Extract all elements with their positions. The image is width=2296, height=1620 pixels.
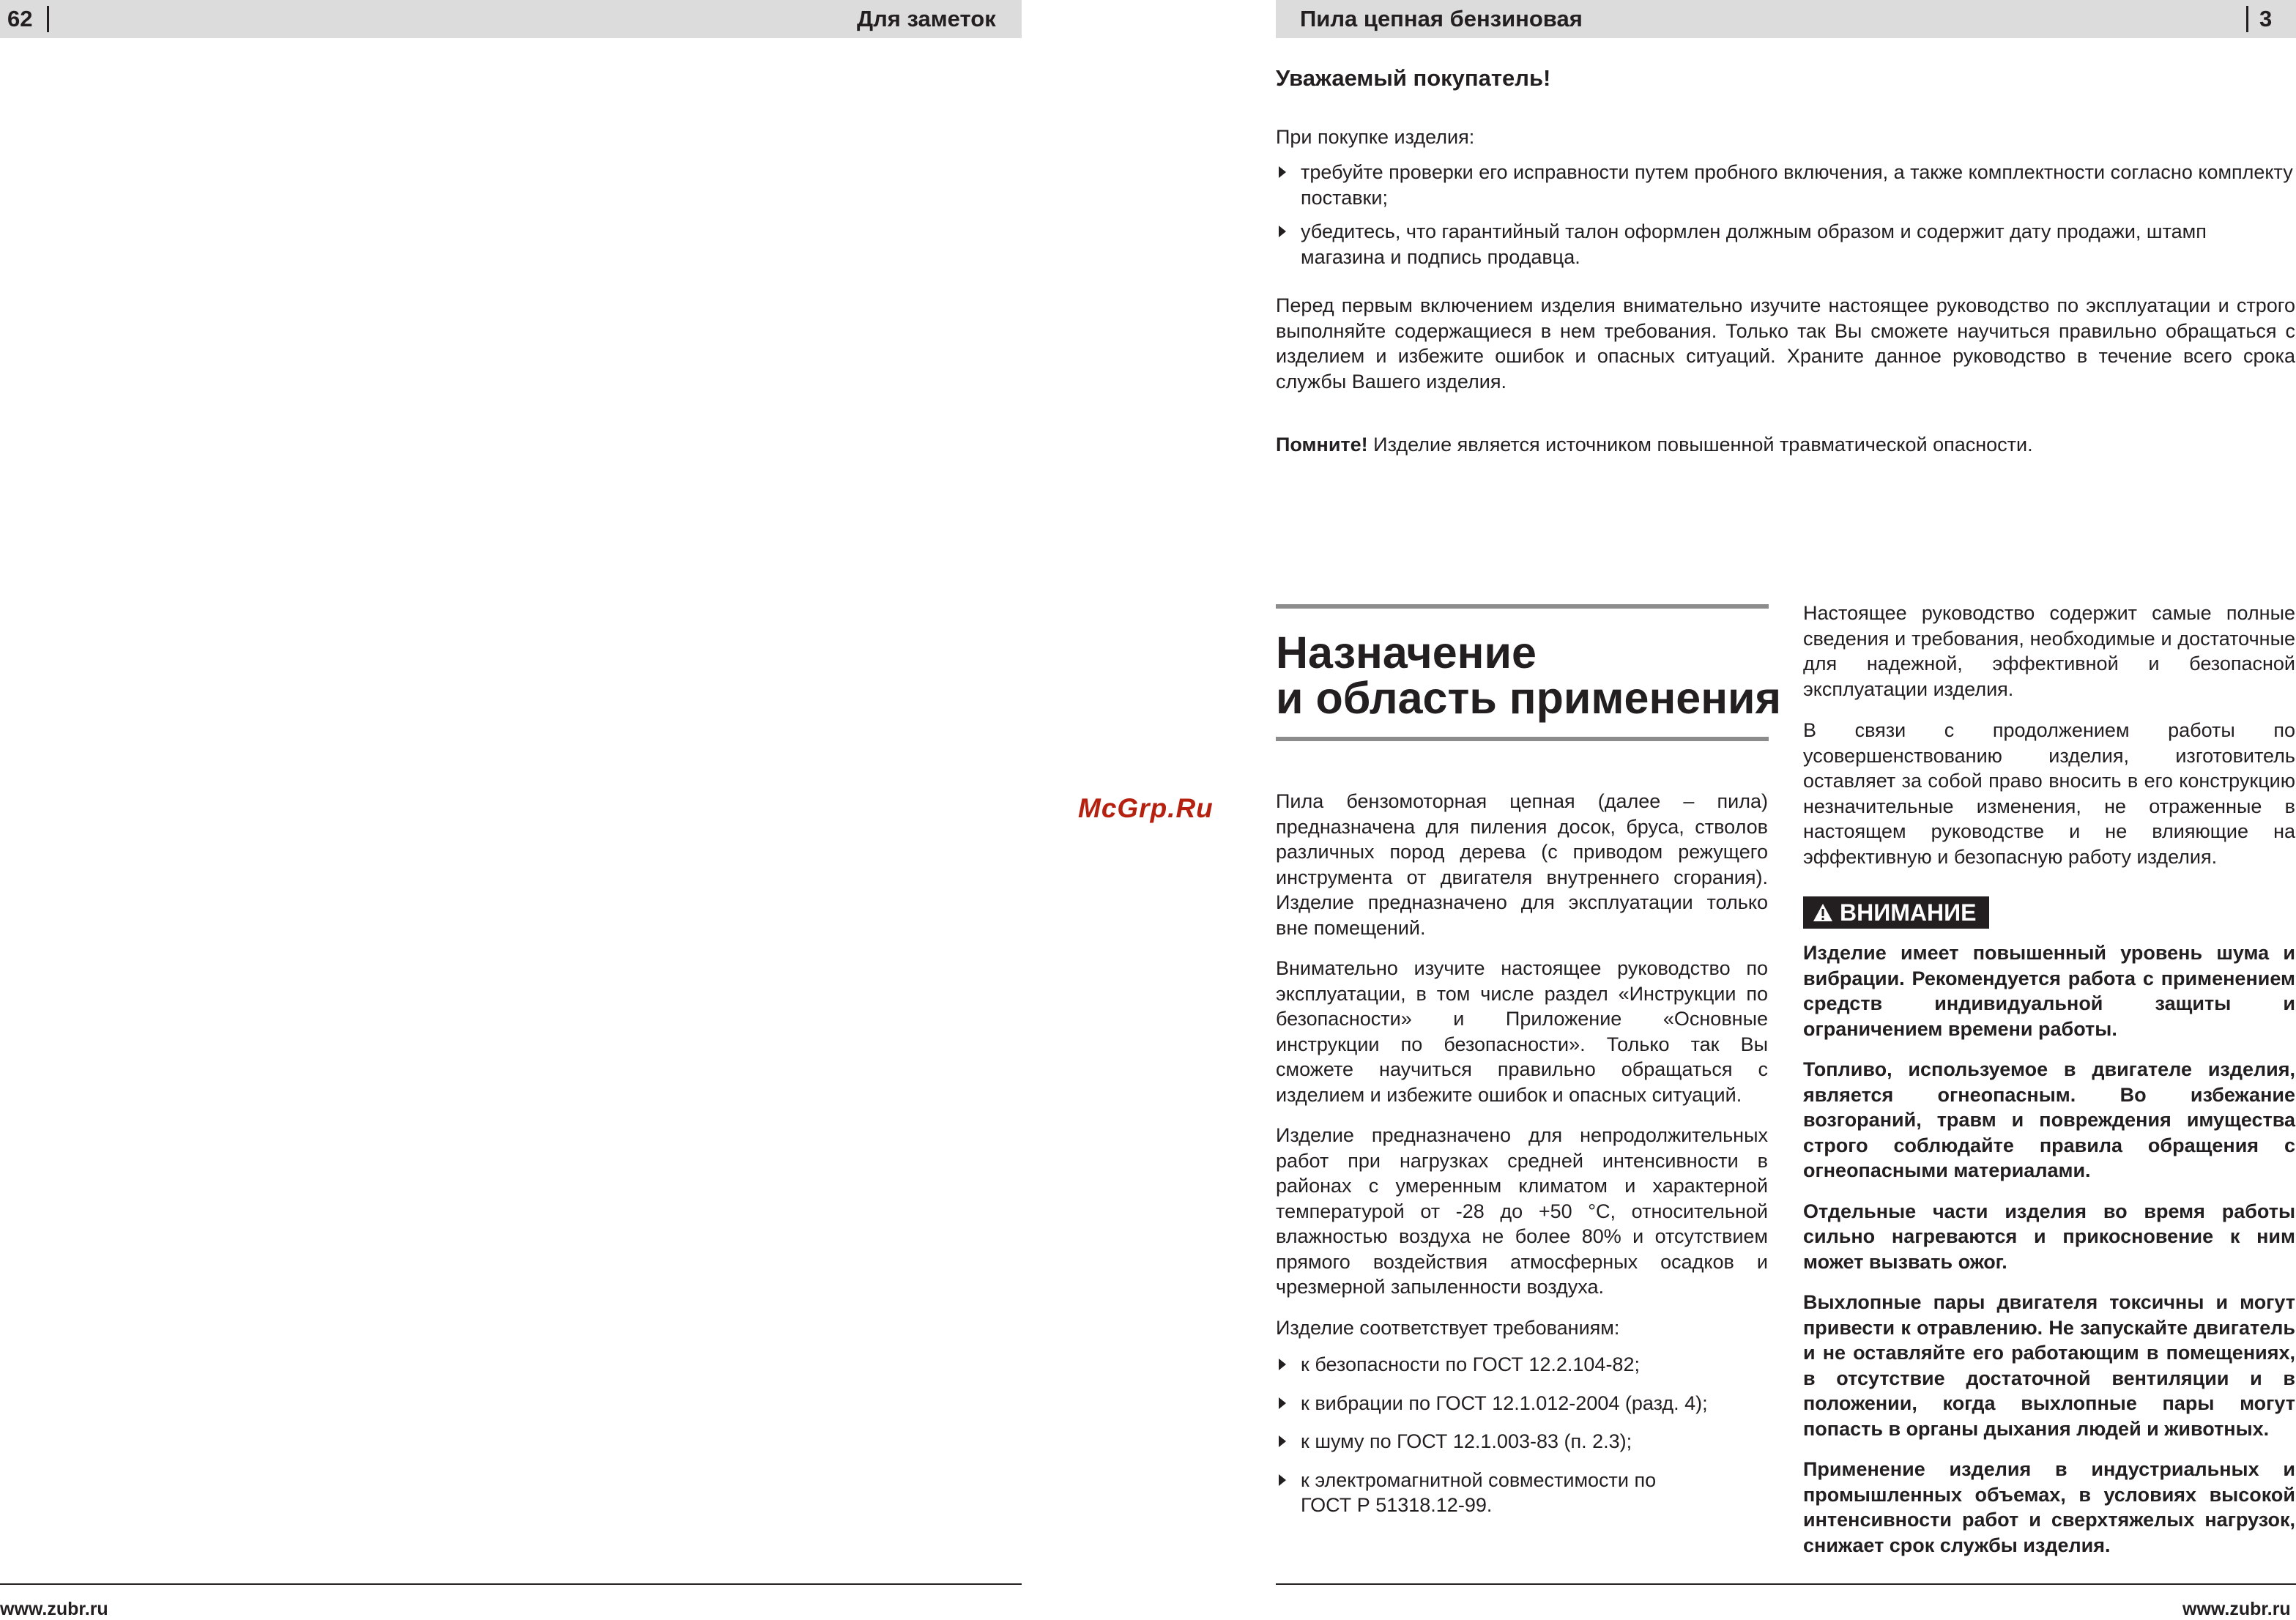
left-header-divider (47, 6, 49, 32)
remember-label: Помните! (1276, 434, 1368, 456)
bullet-triangle-icon (1279, 226, 1286, 237)
warnings-column (1803, 940, 2295, 1558)
warning-industrial-use: Применение изделия в индустриальных и промышленных объемах, в условиях высокой интенсивности работ и сверхтяжелых нагрузок, снижает срок службы изделия. (1803, 1458, 2295, 1556)
right-column (1803, 601, 2295, 869)
left-header-title: Для заметок (857, 6, 996, 31)
manufacturer-rights-paragraph: В связи с продолжением работы по усовершенствованию изделия, изготовитель оставляет за собой право вносить в его конструкцию незначительные изменения, не отраженные в настоящем руководстве и не влияющие на эффективную и безопасную работу изделия. (1803, 719, 2295, 868)
conditions-paragraph: Изделие предназначено для непродолжительных работ при нагрузках средней интенсивности в районах с умеренным климатом и характерной температурой от -28 до +50 °С, относительной влажностью воздуха не более 80% и отсутствием прямого воздействия атмосферных осадков и чрезмерной запыленности воздуха. (1276, 1124, 1768, 1298)
warning-label: ВНИМАНИЕ (1840, 899, 1977, 926)
purchase-bullet-list (1276, 160, 2295, 278)
left-footer-url[interactable]: www.zubr.ru (0, 1599, 108, 1619)
standard-text: к шуму по ГОСТ 12.1.003-83 (п. 2.3); (1301, 1430, 1632, 1452)
warning-badge (1803, 896, 1989, 929)
standard-text: к вибрации по ГОСТ 12.1.012-2004 (разд. 4); (1301, 1392, 1708, 1414)
left-page-number: 62 (7, 6, 33, 31)
bullet-triangle-icon (1279, 1359, 1286, 1370)
standards-lead: Изделие соответствует требованиям: (1276, 1316, 1620, 1339)
right-footer-rule (1276, 1583, 2296, 1585)
right-page-number: 3 (2259, 6, 2273, 31)
list-item (1276, 1391, 1768, 1416)
warning-fuel: Топливо, используемое в двигателе изделия, является огнеопасным. Во избежание возгораний, травм и повреждения имущества строго соблюдайте правила обращения с огнеопасными материалами. (1803, 1058, 2295, 1181)
left-footer-rule (0, 1583, 1022, 1585)
warning-triangle-icon (1812, 902, 1834, 923)
standards-list (1276, 1352, 1768, 1518)
warning-exhaust: Выхлопные пары двигателя токсичны и могут привести к отравлению. Не запускайте двигатель и не оставляйте его работающим в помещениях, в отсутствие достаточной вентиляции и в положении, когда выхлопные пары могут попасть в органы дыхания людей и животных. (1803, 1291, 2295, 1440)
purpose-paragraph: Пила бензомоторная цепная (далее – пила) предназначена для пиления досок, бруса, стволов различных пород дерева (с приводом режущего инструмента от двигателя внутреннего сгорания). Изделие предназначено для эксплуатации только вне помещений. (1276, 790, 1768, 939)
greeting: Уважаемый покупатель! (1276, 65, 1551, 91)
bullet-triangle-icon (1279, 1474, 1286, 1486)
remember-line (1276, 432, 2295, 458)
heading-top-rule (1276, 604, 1769, 609)
list-item (1276, 160, 2295, 210)
bullet-triangle-icon (1279, 1435, 1286, 1447)
purchase-lead: При покупке изделия: (1276, 126, 1475, 148)
manual-completeness-paragraph: Настоящее руководство содержит самые полные сведения и требования, необходимые и достаточные для надежной, эффективной и безопасной эксплуатации изделия. (1803, 602, 2295, 700)
right-footer-url[interactable]: www.zubr.ru (2182, 1599, 2291, 1619)
bullet-triangle-icon (1279, 1397, 1286, 1409)
list-item (1276, 219, 2295, 270)
right-header-divider (2246, 6, 2248, 32)
section-heading-line2: и область применения (1276, 673, 1782, 723)
section-heading-line1: Назначение (1276, 628, 1537, 677)
bullet-triangle-icon (1279, 166, 1286, 178)
section-heading (1276, 630, 1788, 721)
list-item (1276, 1468, 1711, 1518)
standard-text: к безопасности по ГОСТ 12.2.104-82; (1301, 1353, 1640, 1375)
list-item (1276, 1352, 1768, 1378)
warning-hot-parts: Отдельные части изделия во время работы сильно нагреваются и прикосновение к ним может вызвать ожог. (1803, 1200, 2295, 1273)
list-item (1276, 1429, 1768, 1454)
remember-text: Изделие является источником повышенной травматической опасности. (1373, 434, 2033, 456)
heading-bottom-rule (1276, 737, 1769, 741)
standard-text: к электромагнитной совместимости по ГОСТ Р 51318.12-99. (1301, 1468, 1657, 1516)
right-header-title: Пила цепная бензиновая (1300, 6, 1583, 31)
before-use-paragraph: Перед первым включением изделия внимательно изучите настоящее руководство по эксплуатации и строго выполняйте содержащиеся в нем требования. Только так Вы сможете научиться правильно обращаться с изделием и избежите ошибок и опасных ситуаций. Храните данное руководство в течение всего срока службы Вашего изделия. (1276, 294, 2295, 393)
left-column (1276, 789, 1768, 1518)
warning-noise: Изделие имеет повышенный уровень шума и вибрации. Рекомендуется работа с применением средств индивидуальной защиты и ограничением времени работы. (1803, 942, 2295, 1040)
manual-study-paragraph: Внимательно изучите настоящее руководство по эксплуатации, в том числе раздел «Инструкции по безопасности» и Приложение «Основные инструкции по безопасности». Только так Вы сможете научиться правильно обращаться с изделием и избежите ошибок и опасных ситуаций. (1276, 957, 1768, 1106)
purchase-bullet-text: убедитесь, что гарантийный талон оформлен должным образом и содержит дату продажи, штамп магазина и подпись продавца. (1301, 220, 2207, 268)
purchase-bullet-text: требуйте проверки его исправности путем пробного включения, а также комплектности согласно комплекту поставки; (1301, 161, 2293, 209)
watermark: McGrp.Ru (1078, 793, 1214, 823)
